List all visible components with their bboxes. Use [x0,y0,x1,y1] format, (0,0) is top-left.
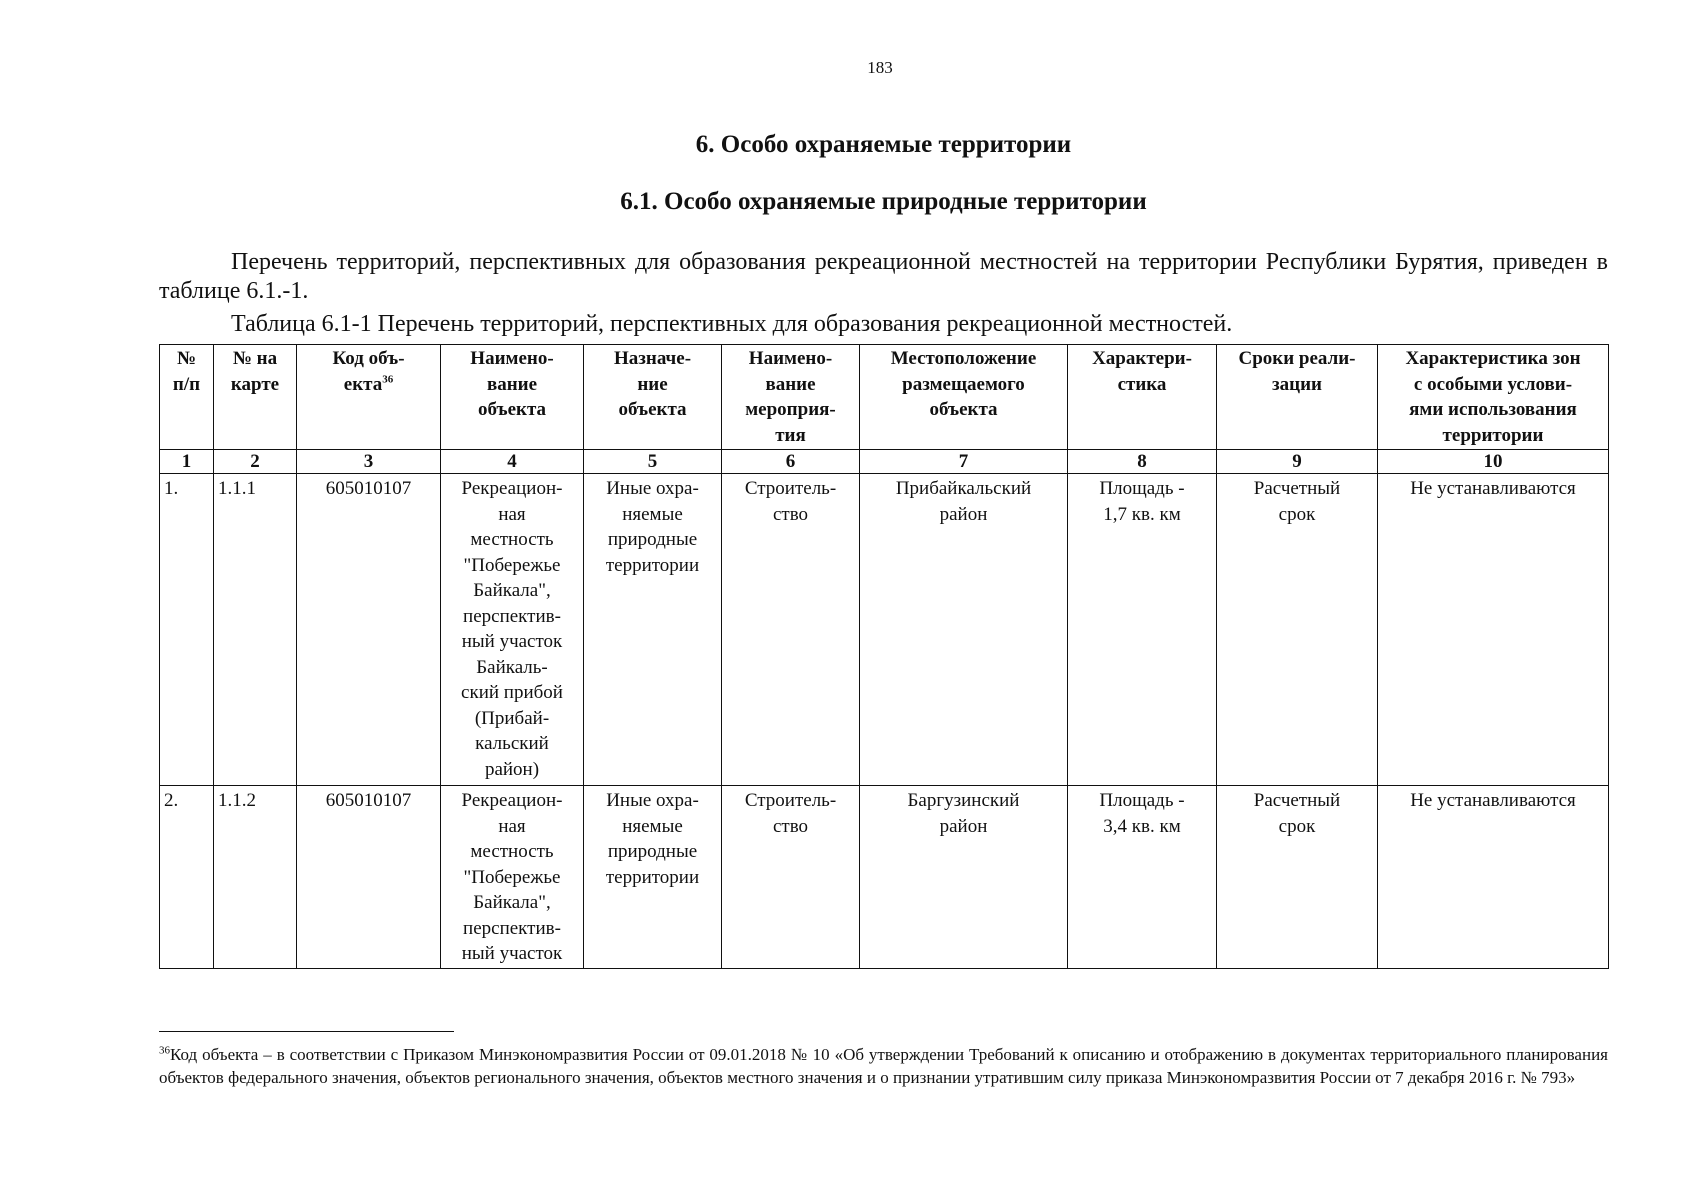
section-heading: 6. Особо охраняемые территории [695,131,1072,158]
cell-activity-name: Строитель- ство [722,786,860,969]
territories-table [159,344,1609,969]
page-number: 183 [867,58,893,77]
header-object-purpose: Назначе- ние объекта [584,345,722,450]
cell-characteristic: Площадь - 3,4 кв. км [1068,786,1217,969]
footnote-mark: 36 [159,1044,170,1057]
cell-object-code: 605010107 [297,474,441,786]
footnote-divider [159,1031,454,1032]
header-map-number: № на карте [214,345,297,450]
table-caption: Таблица 6.1-1 Перечень территорий, перспективных для образования рекреационной местностей. [231,311,1233,337]
cell-zone-characteristics: Не устанавливаются [1378,474,1609,786]
footnote [159,1043,1608,1089]
header-row-number: № п/п [160,345,214,450]
column-number: 8 [1068,450,1217,474]
column-number-row [160,450,1609,474]
footnote-text: Код объекта – в соответствии с Приказом Минэкономразвития России от 09.01.2018 № 10 «Об утверждении Требований к описанию и отображению в документах территориального планирования объектов федерального значения, объектов регионального значения, объектов местного значения и о признании утратившим силу приказа Минэкономразвития России от 7 декабря 2016 г. № 793» [159,1045,1608,1087]
header-zone-characteristics: Характеристика зон с особыми услови- ями использования территории [1378,345,1609,450]
subsection-heading: 6.1. Особо охраняемые природные территории [620,188,1147,215]
cell-map-number: 1.1.2 [214,786,297,969]
footnote-ref: 36 [382,373,394,386]
header-location: Местоположение размещаемого объекта [860,345,1068,450]
cell-location: Баргузинский район [860,786,1068,969]
column-number: 6 [722,450,860,474]
header-object-code: Код объ- екта$^{36}$ [297,345,441,450]
table-row [160,474,1609,786]
cell-object-code: 605010107 [297,786,441,969]
cell-characteristic: Площадь - 1,7 кв. км [1068,474,1217,786]
cell-zone-characteristics: Не устанавливаются [1378,786,1609,969]
column-number: 2 [214,450,297,474]
header-timeline: Сроки реали- зации [1217,345,1378,450]
cell-object-name: Рекреацион- ная местность "Побережье Байкала", перспектив- ный участок Байкаль- ский прибой (Прибай- кальский район) [441,474,584,786]
intro-paragraph: Перечень территорий, перспективных для образования рекреационной местностей на территории Республики Бурятия, приведен в таблице 6.1.-1. [159,249,1608,304]
cell-map-number: 1.1.1 [214,474,297,786]
cell-row-number: 2. [160,786,214,969]
table-row [160,786,1609,969]
cell-timeline: Расчетный срок [1217,786,1378,969]
cell-object-purpose: Иные охра- няемые природные территории [584,474,722,786]
cell-timeline: Расчетный срок [1217,474,1378,786]
column-number: 9 [1217,450,1378,474]
header-activity-name: Наимено- вание мероприя- тия [722,345,860,450]
column-number: 4 [441,450,584,474]
column-number: 3 [297,450,441,474]
cell-object-purpose: Иные охра- няемые природные территории [584,786,722,969]
column-number: 7 [860,450,1068,474]
cell-object-name: Рекреацион- ная местность "Побережье Байкала", перспектив- ный участок [441,786,584,969]
column-number: 5 [584,450,722,474]
cell-location: Прибайкальский район [860,474,1068,786]
column-number: 10 [1378,450,1609,474]
header-object-name: Наимено- вание объекта [441,345,584,450]
column-number: 1 [160,450,214,474]
header-characteristic: Характери- стика [1068,345,1217,450]
cell-row-number: 1. [160,474,214,786]
cell-activity-name: Строитель- ство [722,474,860,786]
